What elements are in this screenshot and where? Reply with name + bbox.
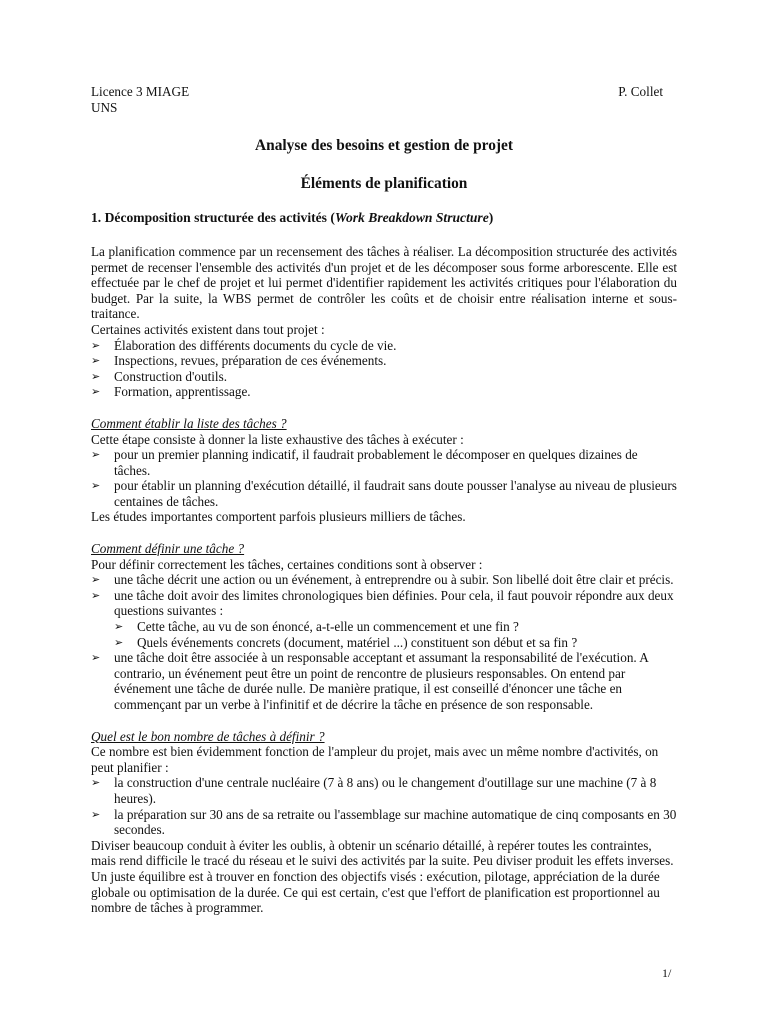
list-item [91, 650, 677, 712]
task-count-heading: Quel est le bon nombre de tâches à définir ? [91, 728, 325, 744]
arrow-bullet-icon: ➢ [91, 573, 101, 587]
list-item-text: Formation, apprentissage. [114, 384, 251, 400]
list-item-text: Cette tâche, au vu de son énoncé, a-t-elle un commencement et une fin ? [137, 619, 519, 635]
document-subtitle: Éléments de planification [300, 174, 468, 192]
common-activities-intro: Certaines activités existent dans tout projet : [91, 321, 325, 337]
university-name: UNS [91, 99, 118, 115]
list-item-text: une tâche décrit une action ou un événement, à entreprendre ou à subir. Son libellé doit être clair et précis. [114, 572, 674, 588]
course-name: Licence 3 MIAGE [91, 84, 190, 99]
arrow-bullet-icon: ➢ [91, 807, 101, 821]
list-item-text: Élaboration des différents documents du cycle de vie. [114, 337, 397, 353]
task-definition-items-2 [91, 650, 677, 712]
task-list-items [91, 447, 677, 509]
author-name: P. Collet [618, 84, 663, 99]
list-item-text: la construction d'une centrale nucléaire (7 à 8 ans) ou le changement d'outillage sur une machine (7 à 8 heures). [114, 775, 657, 806]
task-definition-intro: Pour définir correctement les tâches, certaines conditions sont à observer : [91, 556, 483, 572]
list-item [91, 478, 677, 509]
task-list-section [91, 416, 677, 525]
task-list-heading: Comment établir la liste des tâches ? [91, 415, 287, 431]
arrow-bullet-icon: ➢ [114, 635, 124, 649]
list-item-text: Quels événements concrets (document, matériel ...) constituent son début et sa fin ? [137, 634, 578, 650]
document-page [91, 84, 677, 916]
common-activities-list [91, 338, 677, 400]
section-heading-italic: Work Breakdown Structure [334, 210, 489, 226]
arrow-bullet-icon: ➢ [91, 338, 101, 352]
list-item [91, 338, 677, 354]
intro-paragraph: La planification commence par un recensement des tâches à réaliser. La décomposition structurée des activités permet de recenser l'ensemble des activités d'un projet et de les décomposer sous forme arborescente. Elle est effectuée par le chef de projet et lui permet d'identifier rapidement les activités critiques pour l'élaboration du budget. Par la suite, la WBS permet de contrôler les coûts et de choisir entre réalisation interne et sous-traitance. [91, 243, 677, 322]
arrow-bullet-icon: ➢ [91, 369, 101, 383]
arrow-bullet-icon: ➢ [91, 354, 101, 368]
document-header [91, 84, 677, 115]
task-definition-section [91, 541, 677, 713]
task-count-section [91, 729, 677, 916]
arrow-bullet-icon: ➢ [91, 776, 101, 790]
list-item-text: Construction d'outils. [114, 368, 228, 384]
arrow-bullet-icon: ➢ [91, 479, 101, 493]
task-list-intro: Cette étape consiste à donner la liste exhaustive des tâches à exécuter : [91, 431, 464, 447]
list-item [91, 369, 677, 385]
list-item [91, 588, 677, 619]
list-item-text: une tâche doit être associée à un responsable acceptant et assumant la responsabilité de l'exécution. A contrario, un événement peut être un point de rencontre de plusieurs responsables. On entend par événement une tâche de durée nulle. De manière pratique, il est conseillé d'énoncer une tâche en commençant par un verbe à l'infinitif et de décrire la tâche en présence de son responsable. [114, 650, 649, 712]
document-title: Analyse des besoins et gestion de projet [255, 137, 513, 155]
list-item [91, 384, 677, 400]
task-count-intro: Ce nombre est bien évidemment fonction de l'ampleur du projet, mais avec un même nombre d'activités, on peut planifier : [91, 744, 659, 775]
task-definition-items [91, 572, 677, 619]
list-item [91, 447, 677, 478]
course-info [91, 84, 189, 115]
arrow-bullet-icon: ➢ [91, 588, 101, 602]
arrow-bullet-icon: ➢ [114, 620, 124, 634]
task-definition-heading: Comment définir une tâche ? [91, 541, 245, 557]
list-item [114, 635, 677, 651]
arrow-bullet-icon: ➢ [91, 385, 101, 399]
list-item-text: une tâche doit avoir des limites chronologiques bien définies. Pour cela, il faut pouvoir répondre aux deux questions suivantes : [114, 587, 674, 619]
task-count-outro: Diviser beaucoup conduit à éviter les oublis, à obtenir un scénario détaillé, à repérer toutes les contraintes, mais rend difficile le tracé du réseau et le suivi des activités par la suite. Peu diviser produit les effets inverses. Un juste équilibre est à trouver en fonction des objectifs visés : exécution, pilotage, appréciation de la durée globale ou optimisation de la durée. Ce qui est certain, c'est que l'effort de planification est proportionnel au nombre de tâches à programmer. [91, 837, 674, 916]
section-heading [91, 210, 677, 226]
list-item-text: la préparation sur 30 ans de sa retraite ou l'assemblage sur machine automatique de cinq composants en 30 secondes. [114, 806, 677, 838]
list-item [91, 775, 677, 806]
section-heading-end: ) [488, 210, 494, 226]
list-item-text: pour établir un planning d'exécution détaillé, il faudrait sans doute pousser l'analyse au niveau de plusieurs centaines de tâches. [114, 478, 677, 509]
arrow-bullet-icon: ➢ [91, 651, 101, 665]
list-item-text: pour un premier planning indicatif, il faudrait probablement le décomposer en quelques dizaines de tâches. [114, 447, 638, 478]
task-definition-subitems [114, 619, 677, 650]
section-heading-text: 1. Décomposition structurée des activités ( [91, 210, 335, 226]
page-number: 1/ [662, 966, 672, 980]
list-item [114, 619, 677, 635]
arrow-bullet-icon: ➢ [91, 448, 101, 462]
task-list-outro: Les études importantes comportent parfois plusieurs milliers de tâches. [91, 509, 466, 525]
list-item [91, 572, 677, 588]
task-count-items [91, 775, 677, 837]
list-item [91, 353, 677, 369]
list-item-text: Inspections, revues, préparation de ces événements. [114, 353, 387, 369]
list-item [91, 807, 677, 838]
